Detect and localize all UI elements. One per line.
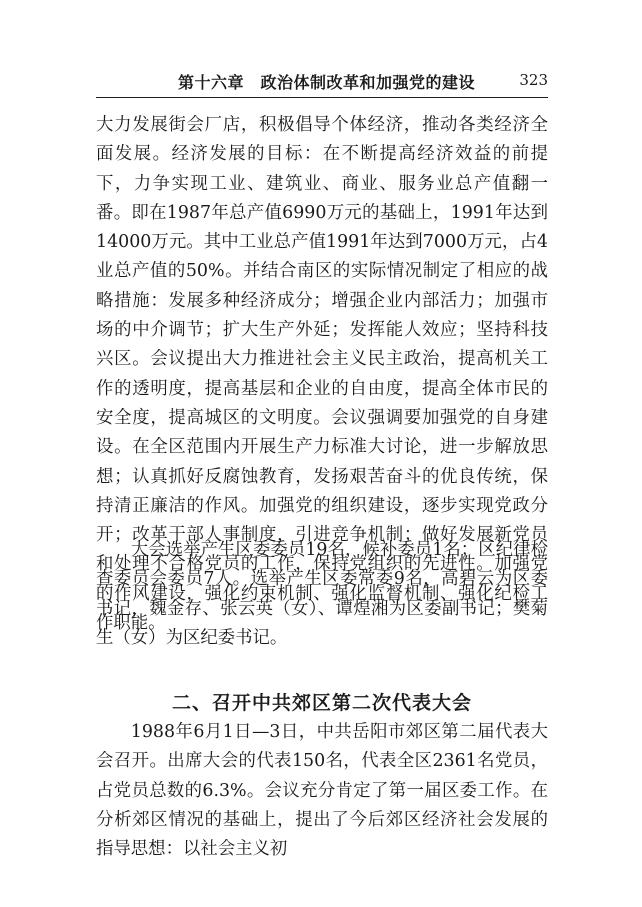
- paragraph-economic-goals: 大力发展街会厂店，积极倡导个体经济，推动各类经济全面发展。经济发展的目标：在不断提高经济效益的前提下，力争实现工业、建筑业、商业、服务业总产值翻一番。即在1987年总产值6990万元的基础上，1991年达到14000万元。其中工业总产值1991年达到7000万元，占4业总产值的50%。并结合南区的实际情况制定了相应的战略措施：发展多种经济成分；增强企业内部活力；加强市场的中介调节；扩大生产外延；发挥能人效应；坚持科技兴区。会议提出大力推进社会主义民主政治，提高机关工作的透明度，提高基层和企业的自由度，提高全体市民的安全度，提高城区的文明度。会议强调要加强党的自身建设。在全区范围内开展生产力标准大讨论，进一步解放思想；认真抓好反腐蚀教育，发扬艰苦奋斗的优良传统，保持清正廉洁的作风。加强党的组织建设，逐步实现党政分开；改革干部人事制度，引进竞争机制；做好发展新党员和处理不合格党员的工作，保持党组织的先进性。加强党的作风建设，强化约束机制、强化监督机制、强化纪检工作职能。: [96, 115, 548, 634]
- paragraph-election-results: 大会选举产生区委委员19名，候补委员1名；区纪律检查委员会委员7人。选举产生区委常委9名，高碧云为区委书记，魏金存、张云英（女）、谭煌湘为区委副书记；樊菊生（女）为区纪委书记。: [96, 540, 548, 648]
- section-heading: 二、召开中共郊区第二次代表大会: [171, 691, 472, 714]
- header-rule: [96, 97, 548, 98]
- page-number: 323: [519, 71, 548, 89]
- chapter-title: 第十六章 政治体制改革和加强党的建设: [178, 73, 476, 92]
- paragraph-second-congress: 1988年6月1日—3日，中共岳阳市郊区第二届代表大会召开。出席大会的代表150名，代表全区2361名党员，占党员总数的6.3%。会议充分肯定了第一届区委工作。在分析郊区情况的基础上，提出了今后郊区经济社会发展的指导思想：以社会主义初: [96, 722, 548, 860]
- running-header: [96, 68, 548, 96]
